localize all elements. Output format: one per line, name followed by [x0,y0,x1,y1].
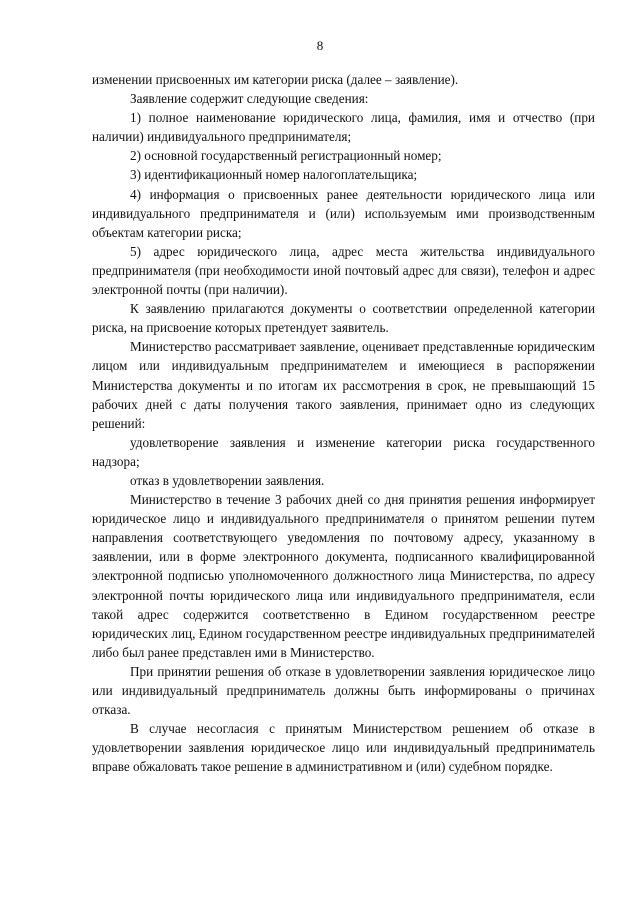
list-item-3: 3) идентификационный номер налогоплательщика; [130,167,418,183]
list-item-4: 4) информация о присвоенных ранее деятельности юридического лица или индивидуального предпринимателя и (или) используемым ими производственным объектам категории риска; [92,186,595,240]
decision-option-refuse: отказ в удовлетворении заявления. [130,472,325,488]
paragraph-notification: Министерство в течение 3 рабочих дней со дня принятия решения информирует юридическое лицо и индивидуального предпринимателя о принятом решении путем направления соответствующего уведомления по почтовому адресу, указанному в заявлении, или в форме электронного документа, подписанного квалифицированной электронной подписью уполномоченного должностного лица Министерства, по адресу электронной почты юридического лица или индивидуального предпринимателя, если такой адрес содержится соответственно в Едином государственном реестре юридических лиц, Едином государственном реестре индивидуальных предпринимателей либо был ранее представлен ими в Министерство. [92,492,595,660]
list-item-2: 2) основной государственный регистрационный номер; [130,148,442,164]
page-number: 8 [316,38,324,53]
paragraph-refusal-reasons: При принятии решения об отказе в удовлетворении заявления юридическое лицо или индивидуальный предприниматель должны быть информированы о причинах отказа. [92,663,595,718]
paragraph-continuation: изменении присвоенных им категории риска (далее – заявление). [92,72,459,87]
document-body [92,70,595,776]
paragraph-application-contents: Заявление содержит следующие сведения: [130,91,369,107]
decision-option-approve: удовлетворение заявления и изменение категории риска государственного надзора; [92,434,595,469]
paragraph-attachments: К заявлению прилагаются документы о соответствии определенной категории риска, на присвоение которых претендует заявитель. [92,301,595,336]
list-item-1: 1) полное наименование юридического лица, фамилия, имя и отчество (при наличии) индивидуального предпринимателя; [92,110,595,145]
paragraph-ministry-review: Министерство рассматривает заявление, оценивает представленные юридическим лицом или индивидуальным предпринимателем и имеющиеся в распоряжении Министерства документы и по итогам их рассмотрения в срок, не превышающий 15 рабочих дней с даты получения такого заявления, принимает одно из следующих решений: [92,339,595,431]
list-item-5: 5) адрес юридического лица, адрес места жительства индивидуального предпринимателя (при необходимости иной почтовый адрес для связи), телефон и адрес электронной почты (при наличии). [92,243,595,298]
paragraph-appeal: В случае несогласия с принятым Министерством решением об отказе в удовлетворении заявления юридическое лицо или индивидуальный предприниматель вправе обжаловать такое решение в административном и (или) судебном порядке. [92,721,595,775]
